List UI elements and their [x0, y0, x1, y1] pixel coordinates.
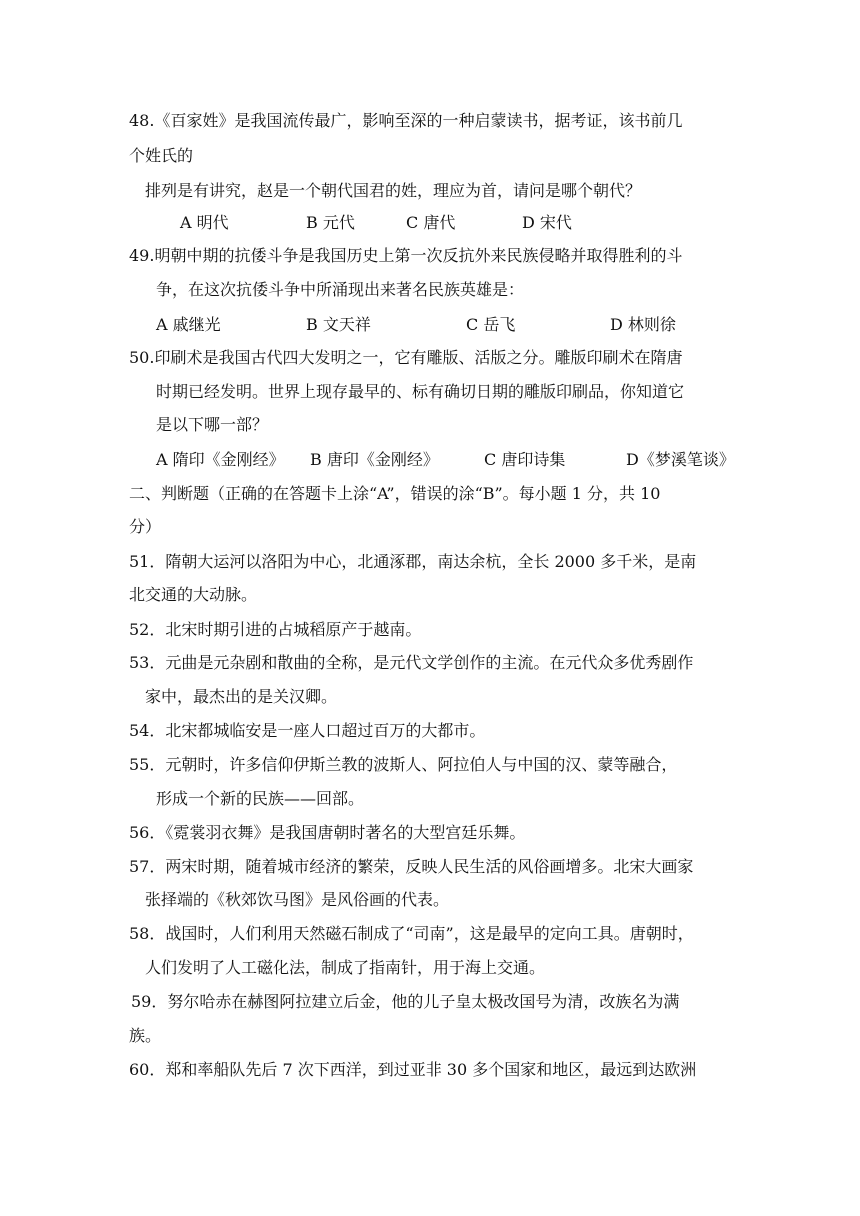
q50-line-1: 50.印刷术是我国古代四大发明之一，它有雕版、活版之分。雕版印刷术在隋唐 — [129, 348, 683, 367]
section-2-heading-line-1: 二、判断题（正确的在答题卡上涂“A”，错误的涂“B”。每小题 1 分，共 10 — [129, 484, 661, 503]
q58-line-1: 58．战国时，人们利用天然磁石制成了“司南”，这是最早的定向工具。唐朝时， — [129, 924, 694, 943]
q50-line-2: 时期已经发明。世界上现存最早的、标有确切日期的雕版印刷品，你知道它 — [156, 382, 685, 401]
q50-option-d: D《梦溪笔谈》 — [626, 450, 735, 469]
q49-option-d: D 林则徐 — [610, 315, 676, 334]
q53-line-2: 家中，最杰出的是关汉卿。 — [145, 687, 338, 706]
q53-line-1: 53．元曲是元杂剧和散曲的全称，是元代文学创作的主流。在元代众多优秀剧作 — [129, 653, 694, 672]
q48-option-a: A 明代 — [180, 213, 229, 232]
q49-option-b: B 文天祥 — [306, 315, 371, 334]
q48-line-2: 个姓氏的 — [129, 146, 194, 165]
q48-line-3: 排列是有讲究，赵是一个朝代国君的姓，理应为首，请问是哪个朝代？ — [145, 181, 642, 200]
q50-option-a: A 隋印《金刚经》 — [156, 450, 285, 469]
q55-line-1: 55．元朝时，许多信仰伊斯兰教的波斯人、阿拉伯人与中国的汉、蒙等融合， — [129, 755, 678, 774]
q60-line-1: 60．郑和率船队先后 7 次下西洋，到过亚非 30 多个国家和地区，最远到达欧洲 — [129, 1060, 697, 1079]
q49-line-2: 争，在这次抗倭斗争中所涌现出来著名民族英雄是： — [156, 280, 525, 299]
section-2-heading-line-2: 分） — [129, 517, 162, 536]
q48-option-c: C 唐代 — [406, 213, 456, 232]
q55-line-2: 形成一个新的民族——回部。 — [156, 789, 365, 808]
q57-line-2: 张择端的《秋郊饮马图》是风俗画的代表。 — [145, 890, 450, 909]
q59-line-2: 族。 — [129, 1026, 162, 1045]
q48-line-1: 48.《百家姓》是我国流传最广，影响至深的一种启蒙读书，据考证，该书前几 — [129, 111, 683, 130]
q52-line-1: 52．北宋时期引进的占城稻原产于越南。 — [129, 620, 422, 639]
q50-option-c: C 唐印诗集 — [484, 450, 566, 469]
q48-option-d: D 宋代 — [522, 213, 572, 232]
q56-line-1: 56．《霓裳羽衣舞》是我国唐朝时著名的大型宫廷乐舞。 — [129, 823, 526, 842]
q48-option-b: B 元代 — [306, 213, 355, 232]
q49-option-a: A 戚继光 — [156, 315, 221, 334]
q50-line-3: 是以下哪一部？ — [156, 415, 269, 434]
q54-line-1: 54．北宋都城临安是一座人口超过百万的大都市。 — [129, 721, 486, 740]
q51-line-1: 51．隋朝大运河以洛阳为中心，北通涿郡，南达余杭，全长 2000 多千米，是南 — [129, 552, 697, 571]
q49-line-1: 49.明朝中期的抗倭斗争是我国历史上第一次反抗外来民族侵略并取得胜利的斗 — [129, 246, 683, 265]
q57-line-1: 57．两宋时期，随着城市经济的繁荣，反映人民生活的风俗画增多。北宋大画家 — [129, 857, 694, 876]
q50-option-b: B 唐印《金刚经》 — [310, 450, 439, 469]
q49-option-c: C 岳飞 — [466, 315, 516, 334]
q59-line-1: 59．努尔哈赤在赫图阿拉建立后金，他的儿子皇太极改国号为清，改族名为满 — [131, 992, 680, 1011]
q58-line-2: 人们发明了人工磁化法，制成了指南针，用于海上交通。 — [145, 958, 546, 977]
q51-line-2: 北交通的大动脉。 — [129, 585, 258, 604]
